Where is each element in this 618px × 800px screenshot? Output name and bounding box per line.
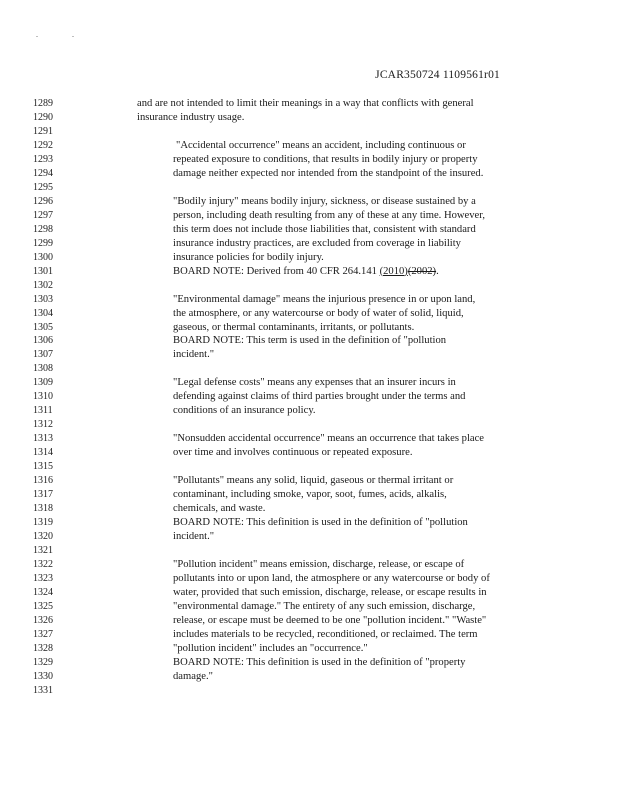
line-number: 1320 [33, 531, 53, 543]
text-segment: BOARD NOTE: Derived from 40 CFR 264.141 [173, 265, 380, 277]
text-segment: BOARD NOTE: This definition is used in the definition of "property [173, 656, 466, 668]
text-line [0, 418, 618, 432]
line-text [173, 390, 465, 404]
line-number: 1331 [33, 684, 53, 696]
line-number: 1295 [33, 181, 53, 193]
text-line [0, 251, 618, 265]
line-number: 1309 [33, 377, 53, 389]
text-line [0, 670, 618, 684]
line-number: 1296 [33, 195, 53, 207]
line-text [173, 321, 414, 335]
line-number: 1293 [33, 153, 53, 165]
line-text [173, 642, 368, 656]
text-line [0, 376, 618, 390]
line-text [137, 97, 474, 111]
deleted-text: (2002) [407, 265, 437, 277]
text-segment: damage neither expected nor intended from the standpoint of the insured. [173, 167, 484, 179]
line-text [173, 488, 447, 502]
text-segment: "Accidental occurrence" means an accident, including continuous or [176, 139, 466, 151]
line-number: 1330 [33, 670, 53, 682]
text-segment: BOARD NOTE: This term is used in the definition of "pollution [173, 335, 447, 347]
line-number: 1308 [33, 363, 53, 375]
text-segment: pollutants into or upon land, the atmosphere or any watercourse or body of [173, 572, 490, 584]
line-text [176, 139, 466, 153]
text-line [0, 544, 618, 558]
line-text [173, 293, 475, 307]
line-number: 1310 [33, 391, 53, 403]
line-text [173, 516, 468, 530]
text-line [0, 111, 618, 125]
text-line [0, 516, 618, 530]
text-segment: BOARD NOTE: This definition is used in the definition of "pollution [173, 517, 468, 529]
text-line [0, 530, 618, 544]
line-number: 1299 [33, 237, 53, 249]
line-number: 1289 [33, 98, 53, 109]
text-segment: release, or escape must be deemed to be one "pollution incident." "Waste" [173, 614, 487, 626]
text-line [0, 586, 618, 600]
text-line [0, 348, 618, 362]
line-number: 1324 [33, 586, 53, 598]
line-text [173, 530, 214, 544]
line-text [173, 670, 213, 684]
line-text [173, 474, 453, 488]
text-line [0, 502, 618, 516]
text-segment: damage." [173, 670, 213, 682]
line-text [137, 111, 244, 125]
text-line [0, 558, 618, 572]
line-text [173, 153, 478, 167]
line-number: 1303 [33, 293, 53, 305]
text-line [0, 572, 618, 586]
line-number: 1292 [33, 139, 53, 151]
text-segment: this term does not include those liabilities that, consistent with standard [173, 223, 476, 235]
line-text [173, 572, 490, 586]
line-number: 1322 [33, 558, 53, 570]
text-line [0, 488, 618, 502]
text-line [0, 293, 618, 307]
text-line [0, 362, 618, 376]
line-text [173, 334, 446, 348]
text-segment: insurance policies for bodily injury. [173, 251, 324, 263]
text-segment: "Pollution incident" means emission, discharge, release, or escape of [173, 558, 465, 570]
text-segment: person, including death resulting from any of these at any time. However, [173, 209, 486, 221]
text-line [0, 307, 618, 321]
line-text [173, 237, 461, 251]
line-text [173, 265, 439, 279]
text-line [0, 460, 618, 474]
text-line [0, 139, 618, 153]
text-segment: defending against claims of third parties brought under the terms and [173, 391, 466, 403]
text-segment: "Environmental damage" means the injurious presence in or upon land, [173, 293, 476, 305]
inserted-text: (2010) [379, 265, 408, 277]
text-segment: includes materials to be recycled, reconditioned, or reclaimed. The term [173, 628, 478, 640]
line-number: 1291 [33, 125, 53, 137]
line-number: 1306 [33, 335, 53, 347]
line-number: 1302 [33, 279, 53, 291]
text-segment: water, provided that such emission, discharge, release, or escape results in [173, 586, 487, 598]
text-line [0, 628, 618, 642]
text-line [0, 642, 618, 656]
line-text [173, 600, 475, 614]
text-line [0, 321, 618, 335]
line-number: 1304 [33, 307, 53, 319]
line-number: 1312 [33, 419, 53, 431]
line-number: 1294 [33, 167, 53, 179]
numbered-text-lines [0, 97, 618, 698]
line-text [173, 446, 412, 460]
text-segment: "Pollutants" means any solid, liquid, gaseous or thermal irritant or [173, 475, 454, 487]
text-segment: insurance industry practices, are excluded from coverage in liability [173, 237, 461, 249]
text-segment: . [436, 265, 439, 277]
line-text [173, 614, 486, 628]
line-text [173, 586, 487, 600]
line-text [173, 502, 265, 516]
text-line [0, 223, 618, 237]
line-number: 1323 [33, 572, 53, 584]
text-line [0, 167, 618, 181]
line-number: 1325 [33, 600, 53, 612]
text-segment: "Bodily injury" means bodily injury, sickness, or disease sustained by a [173, 195, 476, 207]
text-segment: "pollution incident" includes an "occurrence." [173, 642, 368, 654]
text-line [0, 614, 618, 628]
text-segment: insurance industry usage. [137, 111, 245, 123]
line-text [173, 307, 464, 321]
text-line [0, 474, 618, 488]
line-number: 1313 [33, 433, 53, 445]
line-text [173, 195, 476, 209]
text-line [0, 237, 618, 251]
line-number: 1328 [33, 642, 53, 654]
text-segment: incident." [173, 531, 215, 543]
line-number: 1314 [33, 447, 53, 459]
corner-marks: . . [36, 30, 90, 39]
line-text [173, 376, 456, 390]
text-segment: repeated exposure to conditions, that results in bodily injury or property [173, 153, 478, 165]
line-number: 1307 [33, 349, 53, 361]
line-number: 1329 [33, 656, 53, 668]
text-segment: the atmosphere, or any watercourse or body of water of solid, liquid, [173, 307, 464, 319]
line-number: 1301 [33, 265, 53, 277]
line-number: 1321 [33, 545, 53, 556]
line-number: 1317 [33, 489, 53, 501]
line-text [173, 209, 485, 223]
text-line [0, 656, 618, 670]
line-text [173, 167, 483, 181]
text-line [0, 153, 618, 167]
line-number: 1315 [33, 461, 53, 473]
text-segment: over time and involves continuous or repeated exposure. [173, 447, 413, 459]
line-number: 1327 [33, 628, 53, 640]
line-text [173, 628, 478, 642]
line-text [173, 656, 465, 670]
text-segment: incident." [173, 349, 215, 361]
line-number: 1311 [33, 405, 53, 417]
text-line [0, 334, 618, 348]
text-segment: "environmental damage." The entirety of any such emission, discharge, [173, 600, 476, 612]
text-segment: chemicals, and waste. [173, 503, 266, 515]
line-text [173, 223, 476, 237]
line-number: 1297 [33, 209, 53, 221]
line-number: 1326 [33, 614, 53, 626]
line-number: 1319 [33, 517, 53, 529]
text-segment: conditions of an insurance policy. [173, 405, 316, 417]
line-text [173, 558, 464, 572]
text-line [0, 432, 618, 446]
line-number: 1305 [33, 321, 53, 333]
line-text [173, 432, 484, 446]
text-segment: and are not intended to limit their meanings in a way that conflicts with general [137, 98, 474, 109]
line-text [173, 404, 316, 418]
line-number: 1316 [33, 475, 53, 487]
line-number: 1290 [33, 111, 53, 123]
text-segment: contaminant, including smoke, vapor, soot, fumes, acids, alkalis, [173, 489, 447, 501]
line-text [173, 251, 324, 265]
text-segment: gaseous, or thermal contaminants, irritants, or pollutants. [173, 321, 415, 333]
text-line [0, 209, 618, 223]
line-number: 1300 [33, 251, 53, 263]
text-line [0, 390, 618, 404]
text-line [0, 684, 618, 698]
text-segment: "Legal defense costs" means any expenses that an insurer incurs in [173, 377, 456, 389]
text-segment: "Nonsudden accidental occurrence" means an occurrence that takes place [173, 433, 484, 445]
text-line [0, 404, 618, 418]
line-number: 1318 [33, 503, 53, 515]
text-line [0, 279, 618, 293]
text-line [0, 125, 618, 139]
text-line [0, 446, 618, 460]
text-line [0, 181, 618, 195]
text-line [0, 97, 618, 111]
line-number: 1298 [33, 223, 53, 235]
text-line [0, 195, 618, 209]
text-line [0, 265, 618, 279]
line-text [173, 348, 214, 362]
text-line [0, 600, 618, 614]
document-id-header: JCAR350724 1109561r01 [375, 69, 500, 81]
